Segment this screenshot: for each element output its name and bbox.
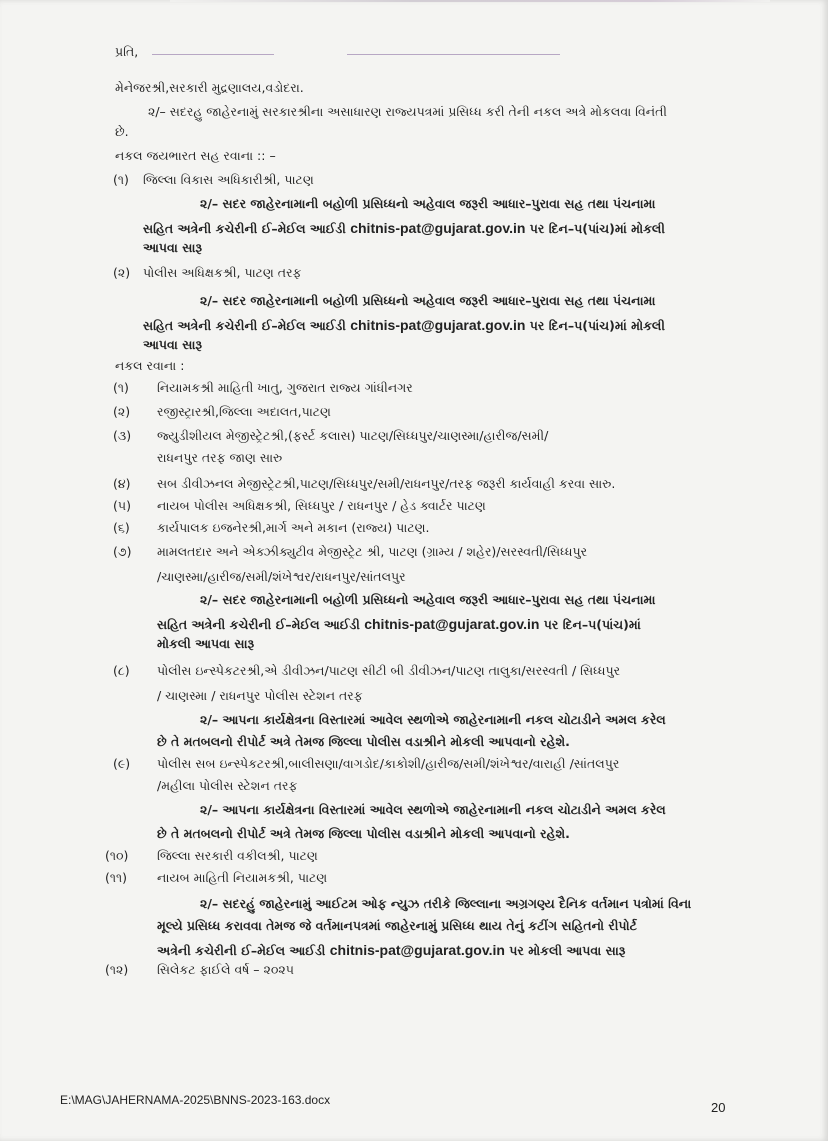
first-list-1-email-suffix: પર દિન–૫(પાંચ)માં મોકલી <box>529 221 665 236</box>
second-list-text-3b: રાધનપુર તરફ જાણ સારુ <box>157 450 283 465</box>
blank-line-2 <box>347 54 560 55</box>
first-list-num-2: (૨) <box>113 265 131 280</box>
item7-note-line-3: મોકલી આપવા સારૂ <box>157 636 255 651</box>
second-list-num-2: (૨) <box>113 404 131 419</box>
blank-line-1 <box>152 54 274 55</box>
item8-num: (૮) <box>113 663 130 678</box>
item12-text: સિલેકટ ફાઈલે વર્ષ – ૨૦૨૫ <box>157 962 294 977</box>
second-list-text-1: નિયામકશ્રી માહિતી ખાતુ, ગુજરાત રાજ્ય ગાંધીનગર <box>157 380 413 395</box>
first-list-2-line-1: ૨/– સદર જાહેરનામાની બહોળી પ્રસિધ્ધનો અહેવાલ જરૂરી આધાર–પુરાવા સહ તથા પંચનામા <box>200 293 656 308</box>
item8-line-2: / ચાણસ્મા / રાધનપુર પોલીસ સ્ટેશન તરફ <box>157 688 363 703</box>
item11-email: chitnis-pat@gujarat.gov.in <box>329 942 505 958</box>
item9-num: (૯) <box>113 756 131 771</box>
second-list-text-4: સબ ડીવીઝનલ મેજીસ્ટ્રેટશ્રી,પાટણ/સિધ્ધપુર/સમી/રાધનપુર/તરફ જરૂરી કાર્યવાહી કરવા સારુ. <box>157 476 616 491</box>
first-list-title-2: પોલીસ અધિક્ષકશ્રી, પાટણ તરફ <box>143 265 302 280</box>
item11-note-2: મૂલ્યે પ્રસિધ્ધ કરાવવા તેમજ જે વર્તમાનપત્રમાં જાહેરનામું પ્રસિધ્ધ થાય તેનું કટીંગ સહિતનો રીપોર્ટ <box>157 918 637 933</box>
item7-note-line-1: ૨/– સદર જાહેરનામાની બહોળી પ્રસિધ્ધનો અહેવાલ જરૂરી આધાર–પુરાવા સહ તથા પંચનામા <box>200 592 656 607</box>
second-list-text-7a: મામલતદાર અને એક્ઝીક્યુટીવ મેજીસ્ટ્રેટ શ્રી, પાટણ (ગ્રામ્ય / શહેર)/સરસ્વતી/સિધ્ધપુર <box>157 544 588 559</box>
first-list-2-line-2 <box>143 317 665 334</box>
top-edge-shadow <box>170 0 770 2</box>
item9-line-1: પોલીસ સબ ઇન્સ્પેકટરશ્રી,બાલીસણા/વાગડોદ/કાકોશી/હારીજ/સમી/શંખેશ્વર/વારાહી /સાંતલપુર <box>157 756 620 771</box>
item11-note-3 <box>157 942 625 959</box>
first-list-2-email-suffix: પર દિન–૫(પાંચ)માં મોકલી <box>529 318 665 333</box>
first-list-num-1: (૧) <box>113 172 129 187</box>
item9-note-1: ૨/– આપના કાર્યક્ષેત્રના વિસ્તારમાં આવેલ સ્થળોએ જાહેરનામાની નકલ ચોટાડીને અમલ કરેલ <box>200 802 666 817</box>
item11-num: (૧૧) <box>105 870 128 885</box>
item11-email-suffix: પર મોકલી આપવા સારૂ <box>509 943 626 958</box>
addressee-prati: પ્રતિ, <box>115 44 139 59</box>
item7-email-suffix: પર દિન–૫(પાંચ)માં <box>543 617 641 632</box>
first-list-title-1: જિલ્લા વિકાસ અધિકારીશ્રી, પાટણ <box>143 172 314 187</box>
second-list-text-3a: જ્યુડીશીયલ મેજીસ્ટ્રેટશ્રી,(ફર્સ્ટ કલાસ) પાટણ/સિધ્ધપુર/ચાણસ્મા/હારીજ/સમી/ <box>157 428 549 443</box>
second-list-text-7b: /ચાણસ્મા/હારીજ/સમી/શંખેશ્વર/રાધનપુર/સાંતલપુર <box>157 569 406 584</box>
first-list-2-line-3: આપવા સારૂ <box>143 337 203 352</box>
item7-email: chitnis-pat@gujarat.gov.in <box>364 616 540 632</box>
second-list-num-1: (૧) <box>113 380 129 395</box>
second-list-num-5: (૫) <box>113 498 131 513</box>
item8-line-1: પોલીસ ઇન્સ્પેકટરશ્રી,એ ડીવીઝન/પાટણ સીટી બી ડીવીઝન/પાટણ તાલુકા/સરસ્વતી / સિધ્ધપુર <box>157 663 621 678</box>
addressee-manager: મેનેજરશ્રી,સરકારી મુદ્રણાલય,વડોદરા. <box>115 80 304 95</box>
first-list-1-line-3: આપવા સારૂ <box>143 240 203 255</box>
first-list-2-email: chitnis-pat@gujarat.gov.in <box>350 317 526 333</box>
first-list-1-line-1: ૨/– સદર જાહેરનામાની બહોળી પ્રસિધ્ધનો અહેવાલ જરૂરી આધાર–પુરાવા સહ તથા પંચનામા <box>200 196 656 211</box>
item7-email-prefix: સહિત અત્રેની કચેરીની ઈ–મેઈલ આઈડી <box>157 617 360 632</box>
first-list-1-email: chitnis-pat@gujarat.gov.in <box>350 220 526 236</box>
first-list-1-email-prefix: સહિત અત્રેની કચેરીની ઈ–મેઈલ આઈડી <box>143 221 346 236</box>
second-list-text-6: કાર્યપાલક ઇજનેરશ્રી,માર્ગ અને મકાન (રાજ્ય) પાટણ. <box>157 520 430 535</box>
first-list-2-email-prefix: સહિત અત્રેની કચેરીની ઈ–મેઈલ આઈડી <box>143 318 346 333</box>
first-list-1-line-2 <box>143 220 665 237</box>
copy-sent-heading: નકલ રવાના : <box>115 358 185 373</box>
second-list-num-3: (૩) <box>113 428 132 443</box>
item9-line-2: /મહીલા પોલીસ સ્ટેશન તરફ <box>157 778 298 793</box>
second-list-num-4: (૪) <box>113 476 131 491</box>
item9-note-2: છે તે મતબલનો રીપોર્ટ અત્રે તેમજ જિલ્લા પોલીસ વડાશ્રીને મોકલી આપવાનો રહેશે. <box>157 826 570 841</box>
item11-email-prefix: અત્રેની કચેરીની ઈ–મેઈલ આઈડી <box>157 943 326 958</box>
copy-jaybharat-heading: નકલ જયભારત સહ રવાના :: – <box>115 148 276 163</box>
item11-text: નાયબ માહિતી નિયામકશ્રી, પાટણ <box>157 870 328 885</box>
page-number: 20 <box>711 1100 726 1115</box>
footer-file-path: E:\MAG\JAHERNAMA-2025\BNNS-2023-163.docx <box>60 1093 331 1107</box>
second-list-text-2: રજીસ્ટ્રારશ્રી,જિલ્લા અદાલત,પાટણ <box>157 404 331 419</box>
second-list-num-6: (૬) <box>113 520 130 535</box>
item12-num: (૧૨) <box>105 962 129 977</box>
item11-note-1: ૨/– સદરહું જાહેરનામું આઈટમ ઓફ ન્યુઝ તરીકે જિલ્લાના અગ્રગણ્ય દૈનિક વર્તમાન પત્રોમાં વિના <box>200 896 692 911</box>
item7-note-line-2 <box>157 616 641 633</box>
request-line-2: છે. <box>115 124 129 139</box>
request-line-1: ૨/– સદરહુ જાહેરનામું સરકારશ્રીના અસાધારણ રાજ્યપત્રમાં પ્રસિધ્ધ કરી તેની નકલ અત્રે મોકલવા વિનંતી <box>148 104 667 119</box>
second-list-num-7: (૭) <box>113 544 132 559</box>
second-list-text-5: નાયબ પોલીસ અધિક્ષકશ્રી, સિધ્ધપુર / રાધનપુર / હેડ ક્વાર્ટર પાટણ <box>157 498 486 513</box>
item10-text: જિલ્લા સરકારી વકીલશ્રી, પાટણ <box>157 848 318 863</box>
item10-num: (૧૦) <box>105 848 129 863</box>
item8-note-2: છે તે મતબલનો રીપોર્ટ અત્રે તેમજ જિલ્લા પોલીસ વડાશ્રીને મોકલી આપવાનો રહેશે. <box>157 734 570 749</box>
item8-note-1: ૨/– આપના કાર્યક્ષેત્રના વિસ્તારમાં આવેલ સ્થળોએ જાહેરનામાની નકલ ચોટાડીને અમલ કરેલ <box>200 712 666 727</box>
